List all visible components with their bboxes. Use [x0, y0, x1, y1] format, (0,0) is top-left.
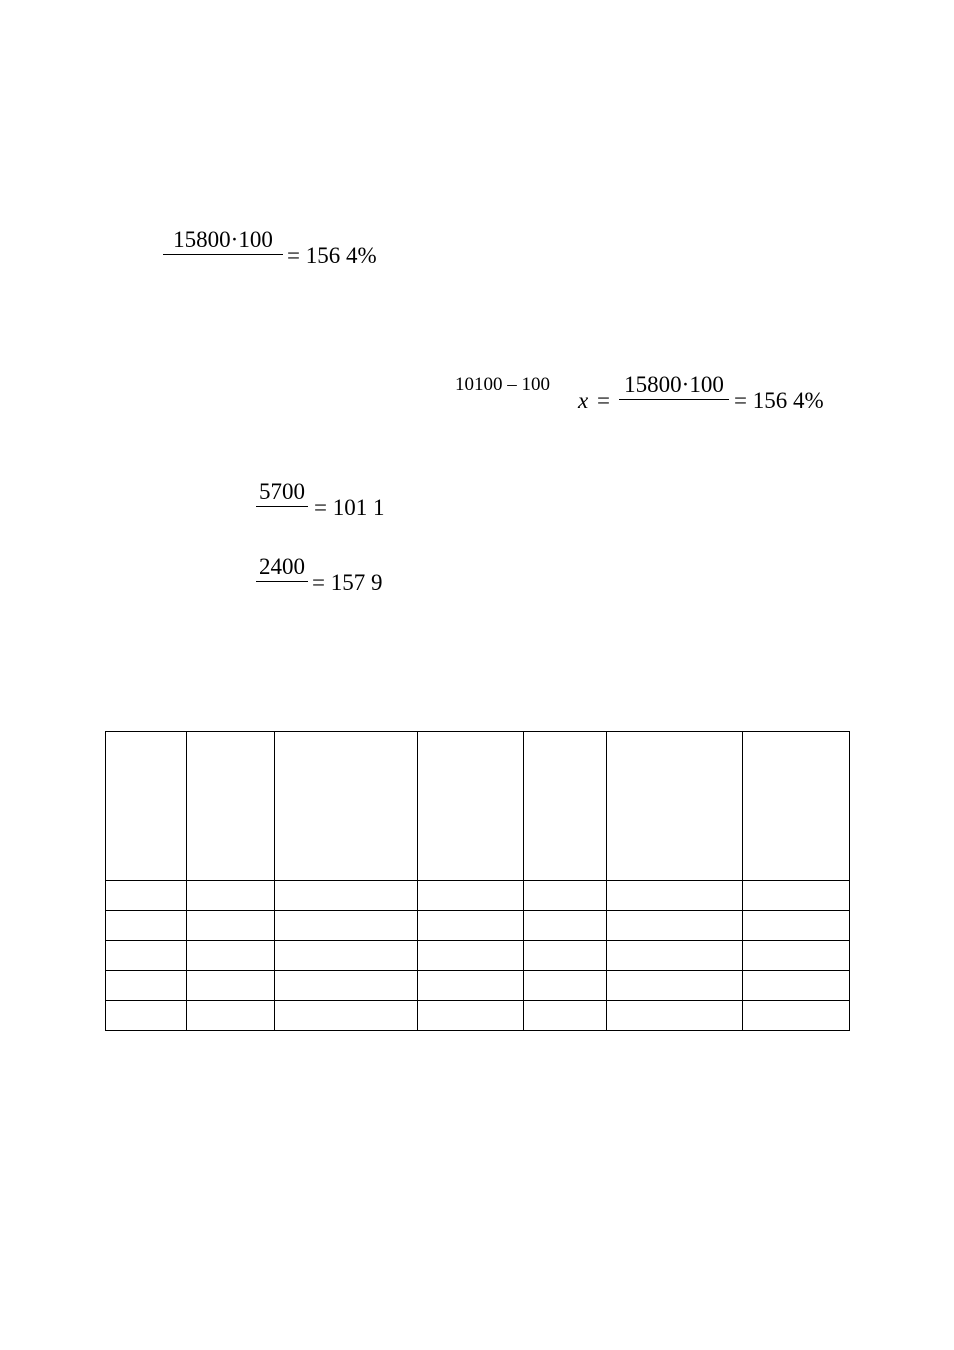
- table-header-cell: [607, 732, 743, 881]
- table-cell: [743, 1001, 850, 1031]
- table-cell: [743, 881, 850, 911]
- table-cell: [187, 971, 275, 1001]
- table-cell: [524, 911, 607, 941]
- table-cell: [187, 911, 275, 941]
- table-header-cell: [418, 732, 524, 881]
- table-header-cell: [524, 732, 607, 881]
- table-cell: [106, 971, 187, 1001]
- table-cell: [106, 1001, 187, 1031]
- table-cell: [418, 971, 524, 1001]
- equation-1-result: = 156 4%: [287, 243, 377, 268]
- equation-2-equals: =: [597, 388, 610, 413]
- fraction-4-numerator: 2400: [256, 555, 308, 582]
- table-cell: [418, 1001, 524, 1031]
- equation-2-result: = 156 4%: [734, 388, 824, 413]
- table-cell: [524, 881, 607, 911]
- table-row: [106, 1001, 850, 1031]
- data-table: [105, 731, 850, 1031]
- table-header-cell: [275, 732, 418, 881]
- table-cell: [275, 971, 418, 1001]
- table-cell: [607, 1001, 743, 1031]
- fraction-3: [256, 480, 308, 507]
- table-cell: [275, 881, 418, 911]
- table-cell: [743, 971, 850, 1001]
- table-row: [106, 881, 850, 911]
- table-cell: [106, 881, 187, 911]
- table-header-cell: [187, 732, 275, 881]
- table-cell: [418, 941, 524, 971]
- fraction-2-numerator: 15800·100: [619, 373, 729, 400]
- table-cell: [187, 1001, 275, 1031]
- table-cell: [275, 911, 418, 941]
- table-row: [106, 941, 850, 971]
- table-cell: [524, 941, 607, 971]
- table-cell: [418, 881, 524, 911]
- equation-3-result: = 101 1: [314, 495, 385, 520]
- table-cell: [607, 911, 743, 941]
- table-cell: [106, 911, 187, 941]
- table-cell: [275, 941, 418, 971]
- table-cell: [418, 911, 524, 941]
- table-cell: [187, 881, 275, 911]
- table-cell: [607, 971, 743, 1001]
- equation-4-result: = 157 9: [312, 570, 383, 595]
- equation-2-prefix: 10100 – 100: [455, 374, 550, 395]
- table-row: [106, 911, 850, 941]
- table-row: [106, 971, 850, 1001]
- table-cell: [275, 1001, 418, 1031]
- table-header-row: [106, 732, 850, 881]
- table-cell: [607, 941, 743, 971]
- table-header-cell: [106, 732, 187, 881]
- table-cell: [743, 941, 850, 971]
- table-cell: [524, 1001, 607, 1031]
- table-cell: [187, 941, 275, 971]
- fraction-1: [163, 228, 283, 255]
- fraction-2: [619, 373, 729, 400]
- table-cell: [743, 911, 850, 941]
- fraction-1-numerator: 15800·100: [163, 228, 283, 255]
- table-cell: [607, 881, 743, 911]
- fraction-4: [256, 555, 308, 582]
- table-cell: [106, 941, 187, 971]
- table-cell: [524, 971, 607, 1001]
- table-header-cell: [743, 732, 850, 881]
- fraction-3-numerator: 5700: [256, 480, 308, 507]
- equation-2-variable: x: [578, 388, 589, 413]
